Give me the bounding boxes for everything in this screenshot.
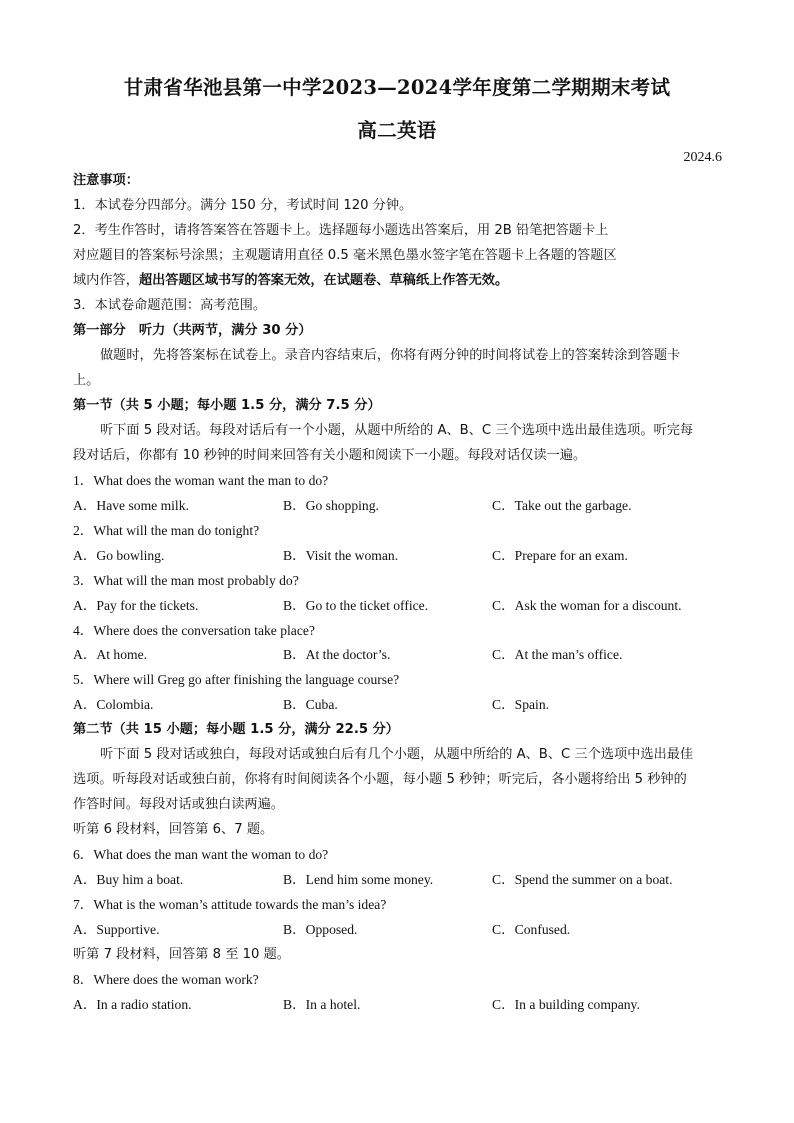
part1-intro-line-2: 上。 [73,373,100,388]
question-3-option-c: C．Ask the woman for a discount. [492,598,682,613]
question-5-option-b: B．Cuba. [283,697,338,712]
notice-item-1: 1．本试卷分四部分。满分 150 分，考试时间 120 分钟。 [73,198,413,213]
question-7-option-c: C．Confused. [492,922,571,937]
question-3-option-a: A．Pay for the tickets. [73,598,199,613]
question-8-option-c: C．In a building company. [492,997,640,1012]
material-6-instruction: 听第 6 段材料，回答第 6、7 题。 [73,822,274,837]
question-6: 6．What does the man want the woman to do? [73,847,329,862]
notice-item-2-line-3 [73,271,733,291]
question-6-option-b: B．Lend him some money. [283,872,434,887]
section2-instructions-line-3: 作答时间。每段对话或独白读两遍。 [73,797,284,812]
question-8-option-a: A．In a radio station. [73,997,192,1012]
question-2-option-c: C．Prepare for an exam. [492,548,628,563]
notice-item-2-line-3-normal: 域内作答， [73,273,139,288]
question-2-option-b: B．Visit the woman. [283,548,399,563]
section1-heading: 第一节（共 5 小题；每小题 1.5 分，满分 7.5 分） [73,398,381,413]
exam-title: 甘肃省华池县第一中学2023—2024学年度第二学期期末考试 [123,76,671,99]
notice-item-2-line-3-bold: 超出答题区域书写的答案无效，在试题卷、草稿纸上作答无效。 [138,273,509,288]
exam-subject: 高二英语 [357,119,437,142]
question-4-option-b: B．At the doctor’s. [283,647,391,662]
question-1-option-b: B．Go shopping. [283,498,379,513]
question-1-option-a: A．Have some milk. [73,498,189,513]
section2-instructions-line-1: 听下面 5 段对话或独白，每段对话或独白后有几个小题，从题中所给的 A、B、C 三个选项中选出最佳 [100,747,694,762]
question-6-option-a: A．Buy him a boat. [73,872,184,887]
section2-heading: 第二节（共 15 小题；每小题 1.5 分，满分 22.5 分） [73,722,399,737]
question-4-option-c: C．At the man’s office. [492,647,623,662]
part1-intro-line-1: 做题时，先将答案标在试卷上。录音内容结束后，你将有两分钟的时间将试卷上的答案转涂到答题卡 [100,348,681,363]
question-7-option-b: B．Opposed. [283,922,358,937]
question-5-option-a: A．Colombia. [73,697,154,712]
part1-heading: 第一部分 听力（共两节，满分 30 分） [73,323,312,338]
question-8-option-b: B．In a hotel. [283,997,361,1012]
question-2: 2．What will the man do tonight? [73,523,260,538]
question-4: 4．Where does the conversation take place? [73,623,315,638]
section1-instructions-line-2: 段对话后，你都有 10 秒钟的时间来回答有关小题和阅读下一小题。每段对话仅读一遍。 [73,448,587,463]
question-5-option-c: C．Spain. [492,697,550,712]
notice-heading: 注意事项： [73,173,139,188]
notice-item-2-line-2: 对应题目的答案标号涂黑；主观题请用直径 0.5 毫米黑色墨水签字笔在答题卡上各题的答题区 [73,248,617,263]
exam-date: 2024.6 [683,150,722,165]
notice-item-2-line-1: 2．考生作答时，请将答案答在答题卡上。选择题每小题选出答案后，用 2B 铅笔把答题卡上 [73,223,609,238]
question-1: 1．What does the woman want the man to do? [73,473,329,488]
question-2-option-a: A．Go bowling. [73,548,165,563]
section1-instructions-line-1: 听下面 5 段对话。每段对话后有一个小题，从题中所给的 A、B、C 三个选项中选出最佳选项。听完每 [100,423,694,438]
question-8: 8．Where does the woman work? [73,972,259,987]
material-7-instruction: 听第 7 段材料，回答第 8 至 10 题。 [73,947,290,962]
section2-instructions-line-2: 选项。听每段对话或独白前，你将有时间阅读各个小题，每小题 5 秒钟；听完后，各小题将给出 5 秒钟的 [73,772,687,787]
question-4-option-a: A．At home. [73,647,148,662]
question-3-option-b: B．Go to the ticket office. [283,598,429,613]
notice-item-3: 3．本试卷命题范围：高考范围。 [73,298,267,313]
question-7-option-a: A．Supportive. [73,922,160,937]
question-3: 3．What will the man most probably do? [73,573,299,588]
question-7: 7．What is the woman’s attitude towards the man’s idea? [73,897,387,912]
question-5: 5．Where will Greg go after finishing the language course? [73,672,400,687]
question-6-option-c: C．Spend the summer on a boat. [492,872,673,887]
question-1-option-c: C．Take out the garbage. [492,498,632,513]
